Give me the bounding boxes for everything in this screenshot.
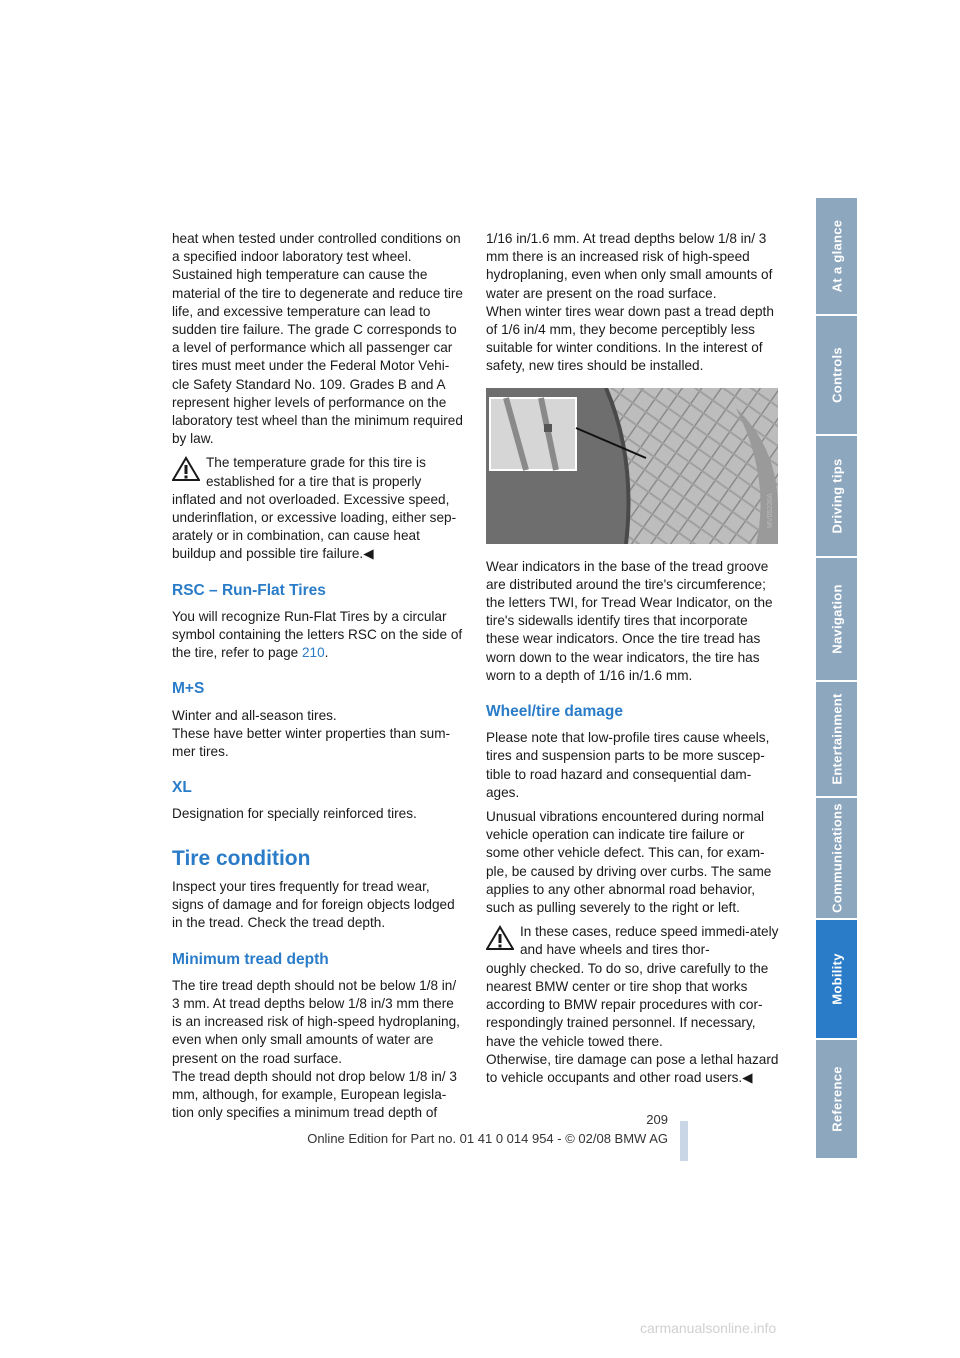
xl-paragraph: Designation for specially reinforced tires. (172, 806, 417, 822)
tab-entertainment[interactable]: Entertainment (816, 682, 857, 798)
warning-text-lead: In these cases, reduce speed immedi-ately and have wheels and tires thor- (520, 924, 779, 958)
ms-line: Winter and all-season tires. (172, 707, 337, 723)
watermark: carmanualsonline.info (640, 1320, 777, 1336)
tab-at-a-glance[interactable]: At a glance (816, 198, 857, 316)
rsc-paragraph: You will recognize Run-Flat Tires by a circular symbol containing the letters RSC on the side of the tire, refer to page 210. (172, 608, 463, 661)
page-link[interactable]: 210 (301, 645, 325, 661)
section-heading-rsc: RSC – Run-Flat Tires (172, 581, 326, 599)
tire-condition-paragraph: Inspect your tires frequently for tread wear, signs of damage and for foreign objects lodged in the tread. Check the tread depth. (172, 878, 455, 931)
right-column (486, 230, 780, 1093)
min-tread-paragraph: The tire tread depth should not be below 1/8 in/ 3 mm. At tread depths below 1/8 in/3 mm there is an increased risk of high-speed hydroplaning, even when only small amounts of water are present on the road surface. (172, 977, 460, 1066)
paragraph: When winter tires wear down past a tread depth of 1/6 in/4 mm, they become perceptibly less suitable for winter conditions. In the interest of safety, new tires should be installed. (486, 303, 774, 374)
edition-footer: Online Edition for Part no. 01 41 0 014 954 - © 02/08 BMW AG (307, 1131, 668, 1146)
left-column (172, 230, 464, 1128)
warning-block (486, 923, 780, 1050)
tire-illustration (486, 388, 778, 544)
paragraph: heat when tested under controlled conditions on a specified indoor laboratory test wheel. Sustained high temperature can cause the material of the tire to degenerate and reduce tire life, and excessive temperature can lead to sudden tire failure. The grade C corresponds to a level of performance which all passenger car tires must meet under the Federal Motor Vehi-cle Safety Standard No. 109. Grades B and A represent higher levels of performance on the laboratory test wheel than the minimum required by law. (172, 231, 463, 447)
tab-communications[interactable]: Communications (816, 798, 857, 920)
section-heading-ms: M+S (172, 680, 205, 698)
ms-paragraph: These have better winter properties than sum-mer tires. (172, 725, 451, 760)
paragraph: Unusual vibrations encountered during normal vehicle operation can indicate tire failure or some other vehicle defect. This can, for exam-ple, be caused by driving over curbs. The same applies to any other abnormal road behavior, such as pulling severely to the right or left. (486, 809, 772, 916)
figure-code: MV05236A (767, 492, 774, 528)
paragraph: Otherwise, tire damage can pose a lethal hazard to vehicle occupants and other road users.◀ (486, 1051, 779, 1085)
warning-text-lead: The temperature grade for this tire is established for a tire that is properly (206, 455, 426, 489)
section-heading-wheel-damage: Wheel/tire damage (486, 703, 623, 721)
min-tread-paragraph-2: The tread depth should not drop below 1/8 in/ 3 mm, although, for example, European legisla-tion only specifies a minimum tread depth of (172, 1068, 457, 1121)
section-heading-min-tread: Minimum tread depth (172, 950, 329, 968)
section-heading-xl: XL (172, 779, 192, 797)
tab-controls[interactable]: Controls (816, 316, 857, 436)
paragraph: 1/16 in/1.6 mm. At tread depths below 1/8 in/ 3 mm there is an increased risk of high-speed hydroplaning, even when only small amounts of water are present on the road surface. (486, 231, 773, 301)
section-heading-tire-condition: Tire condition (172, 846, 311, 870)
page-number: 209 (646, 1112, 668, 1127)
chapter-sidebar (816, 198, 857, 1160)
footer-bar (680, 1121, 688, 1161)
paragraph: Wear indicators in the base of the tread groove are distributed around the tire's circumference; the letters TWI, for Tread Wear Indicator, on the tire's sidewalls identify tires that incorporate these wear indicators. Once the tire tread has worn down to the wear indicators, the tire has worn to a depth of 1/16 in/1.6 mm. (486, 558, 773, 683)
warning-text: inflated and not overloaded. Excessive speed, underinflation, or excessive loading, either sep-arately or in combination, can cause heat buildup and possible tire failure.◀ (172, 491, 457, 562)
tab-mobility[interactable]: Mobility (816, 920, 857, 1040)
paragraph: Please note that low-profile tires cause wheels, tires and suspension parts to be more suscep-tible to road hazard and consequential dam-ages. (486, 730, 770, 800)
tire-tread-figure (486, 388, 778, 544)
warning-triangle-icon (172, 456, 200, 482)
warning-triangle-icon (486, 925, 514, 951)
warning-block (172, 454, 464, 563)
tab-reference[interactable]: Reference (816, 1040, 857, 1160)
tab-navigation[interactable]: Navigation (816, 558, 857, 682)
warning-text: oughly checked. To do so, drive carefully to the nearest BMW center or tire shop that works according to BMW repair procedures with cor-respondingly trained personnel. If necessary, have the vehicle towed there. (486, 960, 769, 1049)
tab-driving-tips[interactable]: Driving tips (816, 436, 857, 558)
